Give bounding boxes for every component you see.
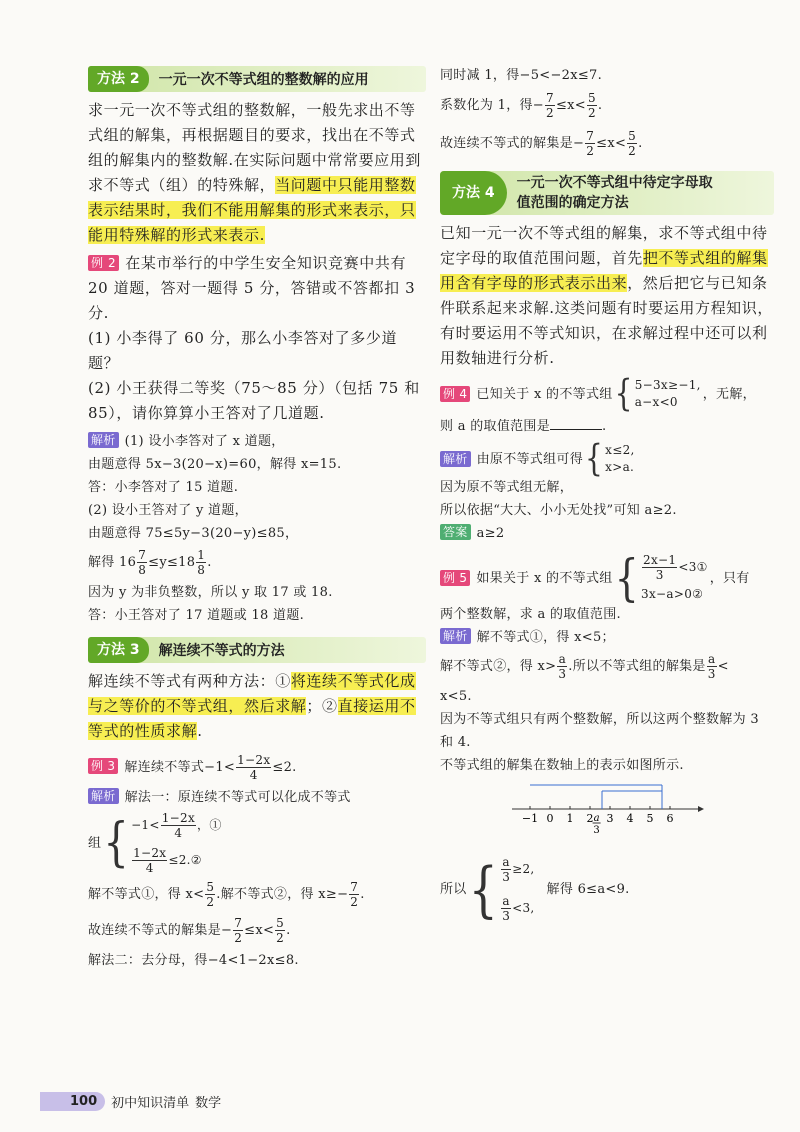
fraction — [501, 855, 511, 884]
num: 7 — [586, 129, 595, 143]
den: 4 — [174, 826, 183, 840]
example-5-label: 例 5 — [440, 570, 470, 586]
t: a≥2 — [476, 526, 505, 541]
method-4-tag: 方法 4 — [440, 171, 507, 215]
ex4-q2 — [440, 415, 774, 438]
axis-tick-label: 0 — [546, 812, 554, 825]
m3-highlight-2: 直接运用不等式的性质求解 — [88, 697, 416, 740]
system-lines — [641, 553, 708, 603]
example-2-q2: (1) 小李得了 60 分，那么小李答对了多少道题？ — [88, 329, 398, 372]
t: 则 a 的取值范围是 — [440, 419, 551, 434]
sys-line-2: 3x−a>0② — [641, 587, 704, 601]
num: a — [502, 894, 510, 908]
den: 2 — [206, 895, 215, 909]
fraction — [627, 129, 637, 158]
example-4-label: 例 4 — [440, 386, 470, 402]
t: 解不等式①，得 x<5； — [476, 630, 615, 645]
t: ≤x< — [244, 923, 275, 938]
den: 2 — [276, 931, 285, 945]
axis-ticks — [522, 806, 674, 836]
den: 2 — [350, 895, 359, 909]
ex3-s3 — [88, 913, 426, 949]
axis-tick-label: 1 — [566, 812, 574, 825]
axis-tick-label: 2 — [586, 812, 594, 825]
ex3-r2 — [440, 87, 774, 125]
ex3-s2 — [88, 877, 426, 913]
a-over-3-den: 3 — [593, 825, 600, 836]
sys-line-1 — [131, 811, 222, 840]
t: . — [638, 136, 643, 151]
num: a — [558, 652, 567, 666]
fraction — [349, 880, 359, 909]
sys-line-2: x>a. — [605, 460, 635, 474]
t: .所以不等式组的解集是 — [568, 659, 706, 674]
den: 8 — [138, 563, 147, 577]
example-3-analysis — [88, 786, 426, 809]
fraction — [236, 753, 271, 782]
den: 3 — [558, 667, 567, 681]
fraction — [161, 811, 196, 840]
den: 4 — [145, 861, 154, 875]
brace: { — [468, 853, 499, 925]
den: 3 — [707, 667, 716, 681]
num: 1−2x — [237, 753, 271, 767]
ex2-a6-end: . — [207, 555, 212, 570]
num: 5 — [628, 129, 637, 143]
brace: { — [585, 436, 604, 480]
den: 3 — [655, 568, 664, 582]
example-3-question — [88, 750, 426, 786]
fraction — [557, 652, 567, 681]
t: < — [717, 659, 729, 674]
t: . — [286, 923, 291, 938]
example-2-analysis — [88, 430, 426, 453]
example-4-question — [440, 371, 774, 415]
t: ，只有 — [709, 570, 750, 586]
t: 一元一次不等式组中待定字母取 — [516, 175, 713, 191]
example-3-label: 例 3 — [88, 758, 118, 774]
fraction — [132, 846, 167, 875]
brace: { — [614, 371, 633, 415]
sys-line-1: 5−3x≥−1, — [634, 378, 701, 392]
page-footer — [40, 1090, 240, 1112]
right-column — [440, 64, 774, 923]
num: 7 — [546, 91, 554, 105]
ex5-conclusion — [440, 855, 774, 923]
t: −1< — [131, 818, 160, 832]
inequality-system — [469, 855, 535, 923]
num: a — [707, 652, 716, 666]
t: ，然后把它与已知条件联系起来求解.这类问题有时要运用方程知识，有时要运用不等式知识，在求解过程中还可以利用数轴进行分析. — [440, 274, 773, 367]
ex3-sys-pre: 组 — [88, 835, 102, 851]
fraction — [642, 553, 677, 582]
m3-mid: ；② — [306, 697, 338, 715]
method-4-header — [440, 171, 774, 215]
fraction — [196, 548, 206, 577]
den: 2 — [234, 931, 243, 945]
ex2-a8: 答：小王答对了 17 道题或 18 道题. — [88, 608, 305, 623]
axis-tick-label: −1 — [521, 812, 539, 825]
number-line — [440, 781, 774, 837]
inequality-system — [614, 371, 701, 415]
axis-arrow — [698, 806, 704, 812]
ex3-s4: 解法二：去分母，得−4<1−2x≤8. — [88, 953, 299, 968]
ex5-a4: 因为不等式组只有两个整数解，所以这两个整数解为 3 和 4. — [440, 712, 759, 750]
system-lines — [635, 377, 701, 411]
ex5-a2 — [440, 649, 774, 685]
method-2-highlight: 当问题中只能用整数表示结果时，我们不能用解集的形式来表示，只能用特殊解的形式来表示. — [88, 176, 416, 244]
method-2-title: 一元一次不等式组的整数解的应用 — [158, 72, 369, 88]
sys-line-2: a−x<0 — [634, 395, 678, 409]
t: ≤x< — [555, 98, 586, 113]
ex2-a4: (2) 设小王答对了 y 道题， — [88, 503, 248, 518]
den: 4 — [249, 768, 258, 782]
t: 已知关于 x 的不等式组 — [476, 386, 613, 402]
fraction — [585, 129, 595, 158]
t: 解不等式①，得 x< — [88, 887, 205, 902]
axis-tick-label: 6 — [666, 812, 674, 825]
ex2-a6 — [88, 545, 426, 581]
fraction — [587, 91, 597, 120]
example-2-question — [88, 251, 426, 326]
book-title: 初中知识清单 — [111, 1095, 190, 1111]
brace: { — [614, 549, 640, 607]
analysis-label: 解析 — [440, 451, 471, 467]
answer-blank[interactable] — [550, 415, 602, 430]
ex2-a3: 答：小李答对了 15 道题. — [88, 480, 239, 495]
t: ≥2, — [512, 862, 535, 876]
fraction — [205, 880, 215, 909]
ex2-a5: 由题意得 75≤5y−3(20−y)≤85， — [88, 526, 299, 541]
num: 1−2x — [133, 846, 167, 860]
t: ，无解， — [702, 386, 756, 402]
t: 已知一元一次不等式组的解集，求不等式组中待定字母的取值范围问题，首先 — [440, 224, 768, 267]
analysis-label: 解析 — [88, 432, 119, 448]
den: 2 — [628, 144, 637, 158]
page-number: 100 — [40, 1092, 105, 1111]
t: 值范围的确定方法 — [516, 195, 629, 211]
example-2-q1: 在某市举行的中学生安全知识竞赛中共有 20 道题，答对一题得 5 分，答错或不答都扣 3 分. — [88, 254, 416, 322]
system-lines — [605, 442, 634, 476]
example-2-q3: (2) 小王获得二等奖（75～85 分）（包括 75 和 85），请你算算小王答对了几道题. — [88, 379, 420, 422]
ex3-r3 — [440, 125, 774, 163]
num: a — [502, 855, 510, 869]
ex3-system — [88, 811, 426, 875]
den: 2 — [587, 106, 596, 120]
m4-highlight: 把不等式组的解集用含有字母的形式表示出来 — [440, 249, 768, 292]
method-3-tag: 方法 3 — [88, 637, 149, 663]
fraction — [545, 91, 555, 120]
method-2-text-a: 求一元一次不等式组的整数解，一般先求出不等式组的解集，再根据题目的要求，找出在不等式组的解集内的整数解.在实际问题中常常要应用到求不等式（组）的特殊解， — [88, 101, 421, 194]
ex3-q-pre: 解连续不等式−1< — [124, 760, 236, 775]
m3-highlight-1: 将连续不等式化成与之等价的不等式组，然后求解 — [88, 672, 416, 715]
t: . — [602, 419, 607, 434]
fraction — [707, 652, 717, 681]
num: 2x−1 — [643, 553, 677, 567]
inequality-system — [585, 436, 635, 480]
a-over-3-num: a — [593, 813, 600, 824]
ex2-a1: (1) 设小李答对了 x 道题， — [124, 434, 285, 449]
method-3-header — [88, 637, 426, 663]
t: 系数化为 1，得− — [440, 98, 544, 113]
ex5-analysis — [440, 626, 774, 649]
num: 7 — [234, 916, 243, 930]
method-4-title — [507, 173, 713, 213]
fraction — [501, 894, 511, 923]
t: ≤2.② — [168, 853, 202, 867]
num: 7 — [350, 880, 359, 894]
brace: { — [103, 813, 130, 873]
t: ，① — [197, 818, 222, 832]
sys-line-1 — [500, 855, 534, 884]
system-lines — [131, 811, 222, 875]
t: 解不等式②，得 x> — [440, 659, 557, 674]
axis-tick-label: 3 — [606, 812, 614, 825]
ex5-a5: 不等式组的解集在数轴上的表示如图所示. — [440, 758, 684, 773]
sys-line-1: x≤2, — [605, 443, 635, 457]
ex3-q-end: ≤2. — [272, 760, 297, 775]
t: 如果关于 x 的不等式组 — [476, 570, 613, 586]
num: 5 — [276, 916, 285, 930]
method-3-text — [88, 669, 426, 744]
t: ≤x< — [596, 136, 627, 151]
example-2-label: 例 2 — [88, 255, 119, 271]
fraction — [275, 916, 285, 945]
ex4-a3: 所以依据“大大、小小无处找”可知 a≥2. — [440, 503, 677, 518]
axis-tick-label: 5 — [646, 812, 654, 825]
method-2-tag: 方法 2 — [88, 66, 149, 92]
ex4-a2: 因为原不等式组无解， — [440, 480, 574, 495]
fraction — [233, 916, 243, 945]
ex2-a6-mid: ≤y≤18 — [148, 555, 196, 570]
left-column — [88, 66, 426, 972]
method-2-text — [88, 98, 426, 248]
method-4-text — [440, 221, 774, 371]
method-3-title: 解连续不等式的方法 — [158, 643, 285, 659]
m3-end: . — [197, 722, 203, 740]
m3-pre: 解连续不等式有两种方法：① — [88, 672, 291, 690]
num: 7 — [138, 548, 147, 562]
example-5-question — [440, 549, 774, 607]
method-2-header — [88, 66, 426, 92]
t: 故连续不等式的解集是− — [88, 923, 233, 938]
ex2-a2: 由题意得 5x−3(20−x)=60，解得 x=15. — [88, 457, 342, 472]
t: 由原不等式组可得 — [476, 451, 584, 467]
ex4-answer — [440, 522, 774, 545]
num: 5 — [206, 880, 215, 894]
t: <3① — [678, 560, 708, 574]
analysis-label: 解析 — [88, 788, 119, 804]
sys-line-2 — [131, 846, 222, 875]
t: 所以 — [440, 881, 467, 897]
ex4-analysis — [440, 436, 774, 480]
den: 8 — [197, 563, 206, 577]
ex3-s1: 解法一：原连续不等式可以化成不等式 — [124, 790, 351, 805]
t: 解得 6≤a<9. — [546, 881, 630, 897]
ex2-a6-pre: 解得 16 — [88, 555, 137, 570]
num: 1−2x — [161, 811, 196, 825]
answer-label: 答案 — [440, 524, 471, 540]
t: .解不等式②，得 x≥− — [216, 887, 349, 902]
num: 1 — [197, 548, 206, 562]
sys-line-2 — [500, 894, 534, 923]
axis-tick-label: 4 — [626, 812, 634, 825]
num: 5 — [587, 91, 596, 105]
analysis-label: 解析 — [440, 628, 471, 644]
t: <3, — [512, 901, 535, 915]
t: 故连续不等式的解集是− — [440, 136, 585, 151]
system-lines — [500, 855, 534, 923]
subject: 数学 — [195, 1095, 222, 1111]
inequality-system — [614, 549, 708, 607]
den: 2 — [586, 144, 595, 158]
fraction — [137, 548, 147, 577]
den: 3 — [502, 870, 511, 884]
ex5-q2: 两个整数解，求 a 的取值范围. — [440, 607, 621, 622]
t: . — [597, 98, 603, 113]
den: 3 — [502, 909, 511, 923]
sys-line-1 — [641, 553, 708, 582]
t: . — [360, 887, 365, 902]
ex3-r1: 同时减 1，得−5<−2x≤7. — [440, 68, 603, 83]
ex2-a7: 因为 y 为非负整数，所以 y 取 17 或 18. — [88, 585, 333, 600]
inequality-system — [103, 811, 221, 875]
den: 2 — [546, 106, 554, 120]
ex5-a3: x<5. — [440, 689, 472, 704]
